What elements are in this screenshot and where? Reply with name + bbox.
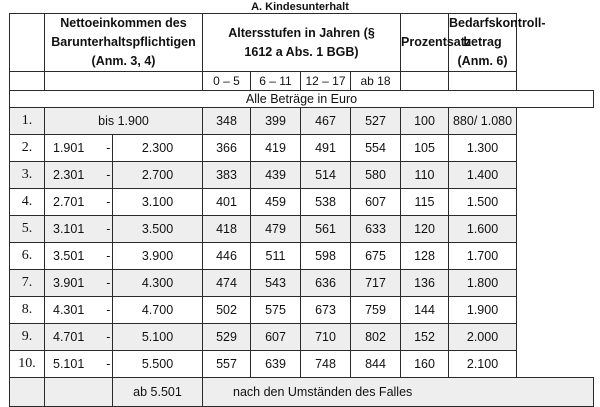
income-to: 3.100 bbox=[113, 189, 203, 216]
amount-12-17: 514 bbox=[301, 162, 351, 189]
control-amount: 1.800 bbox=[449, 270, 517, 297]
amount-0-5: 502 bbox=[203, 297, 251, 324]
amount-12-17: 491 bbox=[301, 135, 351, 162]
child-support-table bbox=[9, 13, 594, 407]
percent-value: 120 bbox=[401, 216, 449, 243]
control-amount: 2.100 bbox=[449, 351, 517, 378]
table-row bbox=[10, 270, 594, 297]
range-dash: - bbox=[106, 141, 111, 155]
percent-header: Prozentsatz bbox=[401, 14, 449, 72]
age-columns-row bbox=[10, 72, 594, 91]
income-group-number: 5. bbox=[10, 216, 45, 243]
amount-0-5: 383 bbox=[203, 162, 251, 189]
age-column-18-plus: ab 18 bbox=[351, 72, 401, 91]
range-dash: - bbox=[106, 222, 111, 236]
percent-value: 136 bbox=[401, 270, 449, 297]
table-row bbox=[10, 162, 594, 189]
income-from: 2.301 bbox=[53, 168, 85, 182]
table-row bbox=[10, 135, 594, 162]
amount-0-5: 529 bbox=[203, 324, 251, 351]
header-row bbox=[10, 14, 594, 72]
amount-12-17: 636 bbox=[301, 270, 351, 297]
control-amount: 1.400 bbox=[449, 162, 517, 189]
income-from: 4.301 bbox=[53, 303, 85, 317]
control-amount: 880/ 1.080 bbox=[449, 108, 517, 135]
unit-note-row bbox=[10, 91, 594, 108]
footer-row bbox=[10, 378, 594, 407]
amount-6-11: 479 bbox=[251, 216, 301, 243]
amount-6-11: 607 bbox=[251, 324, 301, 351]
range-dash: - bbox=[106, 357, 111, 371]
amount-0-5: 446 bbox=[203, 243, 251, 270]
amount-18-plus: 717 bbox=[351, 270, 401, 297]
income-group-number: 6. bbox=[10, 243, 45, 270]
amount-12-17: 561 bbox=[301, 216, 351, 243]
amount-18-plus: 527 bbox=[351, 108, 401, 135]
table-row bbox=[10, 108, 594, 135]
income-group-number: 7. bbox=[10, 270, 45, 297]
table-row bbox=[10, 189, 594, 216]
amount-12-17: 598 bbox=[301, 243, 351, 270]
amount-18-plus: 580 bbox=[351, 162, 401, 189]
percent-value: 128 bbox=[401, 243, 449, 270]
amount-0-5: 557 bbox=[203, 351, 251, 378]
percent-value: 110 bbox=[401, 162, 449, 189]
income-to: 3.500 bbox=[113, 216, 203, 243]
section-title: A. Kindesunterhalt bbox=[251, 1, 349, 13]
range-dash: - bbox=[106, 168, 111, 182]
income-from: 2.701 bbox=[53, 195, 85, 209]
control-amount: 1.300 bbox=[449, 135, 517, 162]
age-groups-header bbox=[203, 14, 401, 72]
amount-18-plus: 675 bbox=[351, 243, 401, 270]
range-dash: - bbox=[106, 276, 111, 290]
amount-0-5: 366 bbox=[203, 135, 251, 162]
age-groups-header-label: Altersstufen in Jahren (§ 1612 a Abs. 1 BGB) bbox=[228, 25, 375, 59]
amount-6-11: 543 bbox=[251, 270, 301, 297]
amount-12-17: 748 bbox=[301, 351, 351, 378]
footer-income-range: ab 5.501 bbox=[113, 378, 203, 407]
amount-12-17: 538 bbox=[301, 189, 351, 216]
income-group-number: 3. bbox=[10, 162, 45, 189]
income-group-number: 8. bbox=[10, 297, 45, 324]
table-row bbox=[10, 324, 594, 351]
amount-18-plus: 802 bbox=[351, 324, 401, 351]
amount-12-17: 710 bbox=[301, 324, 351, 351]
range-dash: - bbox=[106, 195, 111, 209]
unit-note: Alle Beträge in Euro bbox=[10, 91, 594, 108]
amount-6-11: 511 bbox=[251, 243, 301, 270]
income-group-number: 1. bbox=[10, 108, 45, 135]
amount-0-5: 474 bbox=[203, 270, 251, 297]
age-column-12-17: 12 – 17 bbox=[301, 72, 351, 91]
income-group-number: 2. bbox=[10, 135, 45, 162]
amount-6-11: 459 bbox=[251, 189, 301, 216]
age-column-6-11: 6 – 11 bbox=[251, 72, 301, 91]
income-to: 5.500 bbox=[113, 351, 203, 378]
age-column-0-5: 0 – 5 bbox=[203, 72, 251, 91]
amount-18-plus: 759 bbox=[351, 297, 401, 324]
income-to: 3.900 bbox=[113, 243, 203, 270]
percent-value: 144 bbox=[401, 297, 449, 324]
income-header: Nettoeinkommen des Barunterhaltspflichtigen (Anm. 3, 4) bbox=[45, 14, 203, 72]
amount-6-11: 439 bbox=[251, 162, 301, 189]
amount-18-plus: 844 bbox=[351, 351, 401, 378]
amount-6-11: 419 bbox=[251, 135, 301, 162]
range-dash: - bbox=[106, 303, 111, 317]
amount-18-plus: 554 bbox=[351, 135, 401, 162]
amount-0-5: 418 bbox=[203, 216, 251, 243]
income-group-number: 9. bbox=[10, 324, 45, 351]
income-range: bis 1.900 bbox=[45, 108, 203, 135]
amount-0-5: 348 bbox=[203, 108, 251, 135]
income-to: 4.300 bbox=[113, 270, 203, 297]
table-row bbox=[10, 297, 594, 324]
amount-6-11: 399 bbox=[251, 108, 301, 135]
amount-12-17: 467 bbox=[301, 108, 351, 135]
control-amount: 1.700 bbox=[449, 243, 517, 270]
control-amount-header: Bedarfskontroll-betrag (Anm. 6) bbox=[449, 14, 517, 72]
amount-6-11: 639 bbox=[251, 351, 301, 378]
income-from: 3.501 bbox=[53, 249, 85, 263]
control-amount: 2.000 bbox=[449, 324, 517, 351]
income-from: 3.901 bbox=[53, 276, 85, 290]
income-from: 3.101 bbox=[53, 222, 85, 236]
percent-value: 100 bbox=[401, 108, 449, 135]
table-row bbox=[10, 216, 594, 243]
amount-0-5: 401 bbox=[203, 189, 251, 216]
amount-18-plus: 633 bbox=[351, 216, 401, 243]
percent-value: 105 bbox=[401, 135, 449, 162]
income-from: 1.901 bbox=[53, 141, 85, 155]
percent-value: 115 bbox=[401, 189, 449, 216]
amount-18-plus: 607 bbox=[351, 189, 401, 216]
amount-12-17: 673 bbox=[301, 297, 351, 324]
table-row bbox=[10, 351, 594, 378]
range-dash: - bbox=[106, 249, 111, 263]
footer-note: nach den Umständen des Falles bbox=[203, 378, 594, 407]
income-to: 4.700 bbox=[113, 297, 203, 324]
income-group-number: 10. bbox=[10, 351, 45, 378]
percent-value: 160 bbox=[401, 351, 449, 378]
control-amount: 1.900 bbox=[449, 297, 517, 324]
income-to: 2.300 bbox=[113, 135, 203, 162]
amount-6-11: 575 bbox=[251, 297, 301, 324]
table-row bbox=[10, 243, 594, 270]
control-amount: 1.500 bbox=[449, 189, 517, 216]
income-to: 5.100 bbox=[113, 324, 203, 351]
group-header bbox=[10, 14, 45, 72]
range-dash: - bbox=[106, 330, 111, 344]
control-amount: 1.600 bbox=[449, 216, 517, 243]
percent-value: 152 bbox=[401, 324, 449, 351]
income-to: 2.700 bbox=[113, 162, 203, 189]
income-from: 5.101 bbox=[53, 357, 85, 371]
income-group-number: 4. bbox=[10, 189, 45, 216]
income-from: 4.701 bbox=[53, 330, 85, 344]
